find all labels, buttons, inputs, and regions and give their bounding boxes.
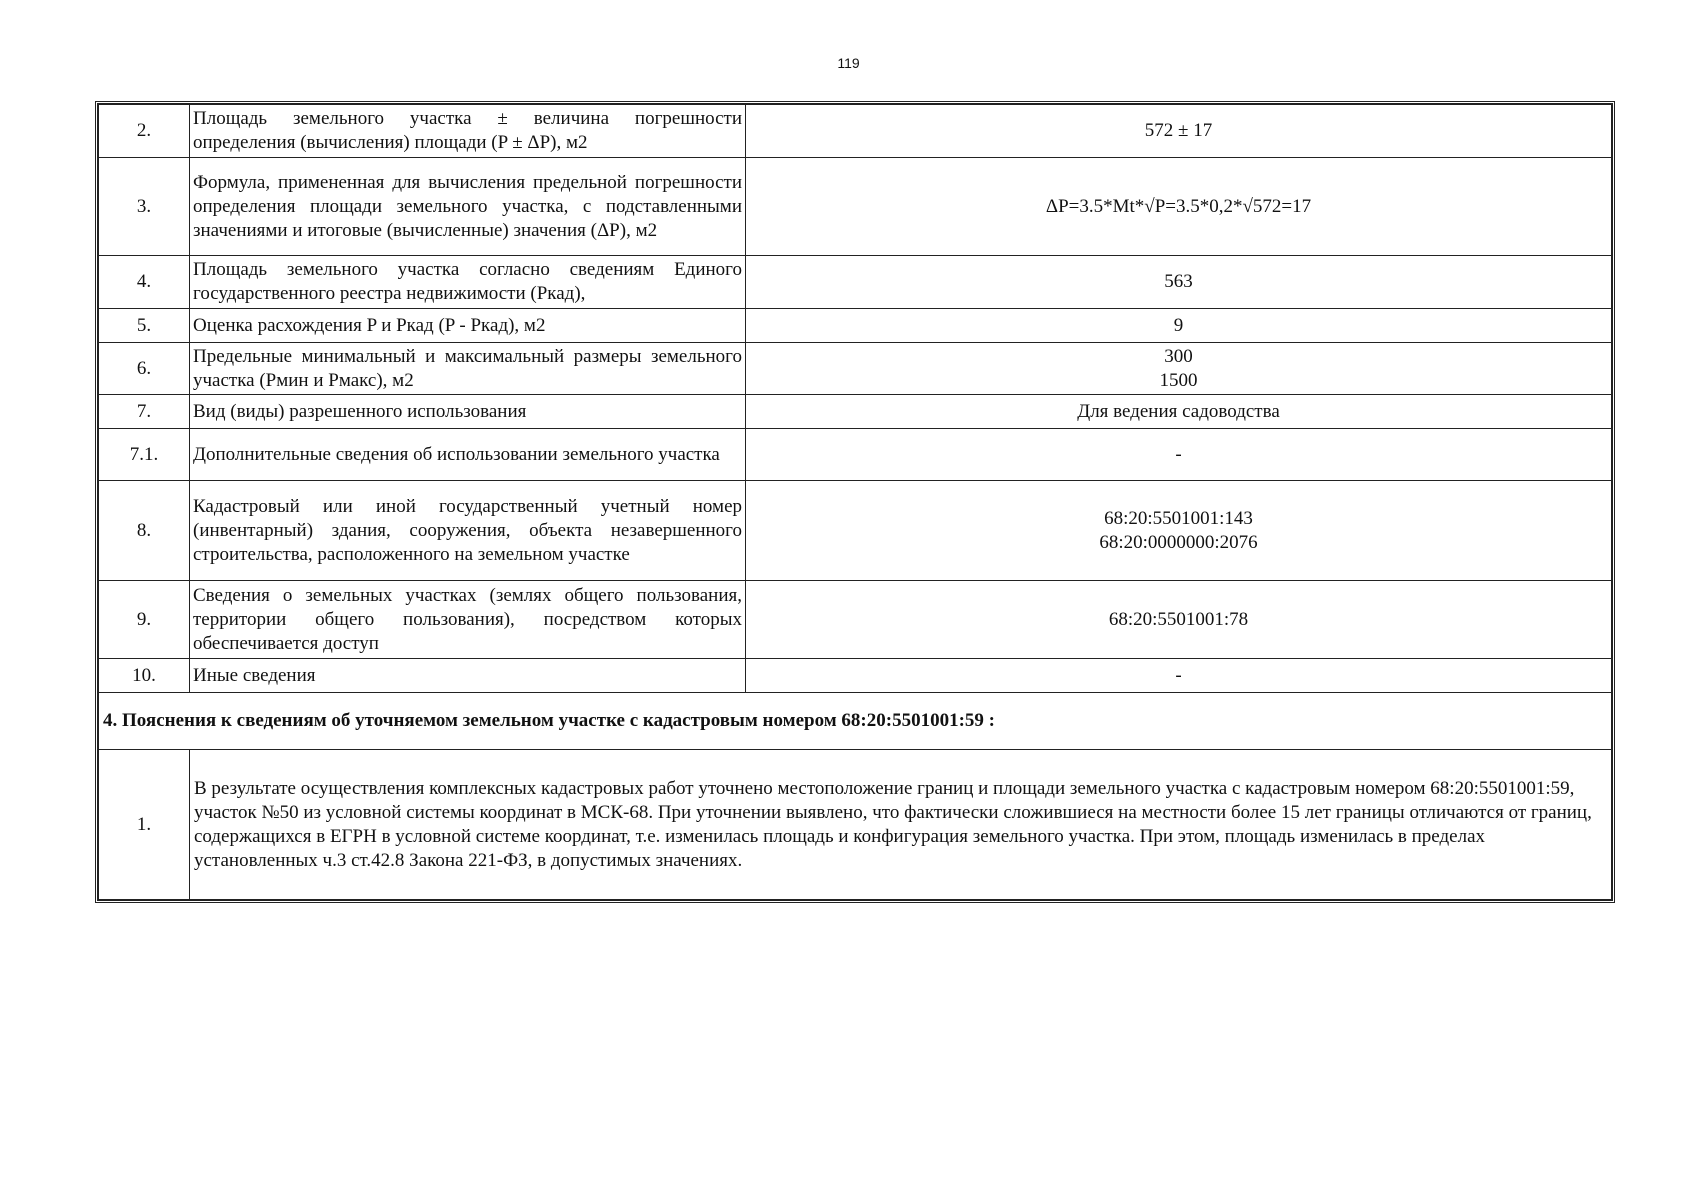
row-number: 1. [99, 750, 190, 900]
table-row [99, 105, 1612, 158]
table-row [99, 581, 1612, 659]
table-row [99, 659, 1612, 693]
value-line: - [1175, 443, 1182, 465]
row-label: Предельные минимальный и максимальный размеры земельного участка (Pмин и Pмакс), м2 [190, 343, 746, 395]
section-header-row [99, 693, 1612, 750]
value-line: 1500 [1159, 369, 1198, 391]
row-number: 4. [99, 256, 190, 309]
row-value [746, 481, 1612, 581]
page-number: 119 [837, 55, 860, 71]
row-number: 2. [99, 105, 190, 158]
value-line: 572 ± 17 [1144, 120, 1213, 141]
table-row [99, 429, 1612, 481]
table-row [99, 256, 1612, 309]
row-label: Сведения о земельных участках (землях общего пользования, территории общего пользования), посредством которых обеспечивается доступ [190, 581, 746, 659]
cadastral-info-table [95, 101, 1615, 903]
row-number: 3. [99, 158, 190, 256]
value-line: 68:20:5501001:143 [1104, 507, 1253, 529]
row-number: 7.1. [99, 429, 190, 481]
row-number: 5. [99, 309, 190, 343]
table-row [99, 309, 1612, 343]
row-label: Площадь земельного участка согласно сведениям Единого государственного реестра недвижимости (Pкад), [190, 256, 746, 309]
row-label: Вид (виды) разрешенного использования [190, 395, 746, 429]
row-value [746, 659, 1612, 693]
row-label: Формула, примененная для вычисления предельной погрешности определения площади земельного участка, с подставленными значениями и итоговые (вычисленные) значения (ΔP), м2 [190, 158, 746, 256]
row-value [746, 309, 1612, 343]
row-number: 8. [99, 481, 190, 581]
row-value [746, 256, 1612, 309]
row-value [746, 158, 1612, 256]
table-row [99, 750, 1612, 900]
value-line: 563 [1164, 271, 1193, 292]
table-row [99, 158, 1612, 256]
section-title: 4. Пояснения к сведениям об уточняемом земельном участке с кадастровым номером 68:20:5501001:59 : [99, 693, 1612, 750]
value-line: 68:20:5501001:78 [1108, 608, 1249, 630]
table-row [99, 481, 1612, 581]
value-line: - [1175, 664, 1182, 686]
row-label: Иные сведения [190, 659, 746, 693]
value-line: 300 [1164, 345, 1193, 367]
value-line: 9 [1173, 314, 1184, 336]
row-label: Оценка расхождения P и Pкад (P - Pкад), м2 [190, 309, 746, 343]
value-line: Для ведения садоводства [1077, 400, 1280, 422]
row-label: Площадь земельного участка ± величина погрешности определения (вычисления) площади (P ± ΔP), м2 [190, 105, 746, 158]
value-line: ΔP=3.5*Mt*√P=3.5*0,2*√572=17 [1045, 195, 1312, 217]
table-row [99, 395, 1612, 429]
row-label: Кадастровый или иной государственный учетный номер (инвентарный) здания, сооружения, объекта незавершенного строительства, расположенного на земельном участке [190, 481, 746, 581]
row-number: 10. [99, 659, 190, 693]
row-number: 7. [99, 395, 190, 429]
row-value [746, 343, 1612, 395]
row-label: Дополнительные сведения об использовании земельного участка [190, 429, 746, 481]
value-line: 68:20:0000000:2076 [1099, 531, 1258, 553]
table-row [99, 343, 1612, 395]
row-number: 9. [99, 581, 190, 659]
explanation-text: В результате осуществления комплексных кадастровых работ уточнено местоположение границ и площади земельного участка с кадастровым номером 68:20:5501001:59, участок №50 из условной системы координат в МСК-68. При уточнении выявлено, что фактически сложившиеся на местности более 15 лет границы отличаются от границ, содержащихся в ЕГРН в условной системе координат, т.е. изменилась площадь и конфигурация земельного участка. При этом, площадь изменилась в пределах установленных ч.3 ст.42.8 Закона 221-ФЗ, в допустимых значениях. [190, 750, 1612, 900]
row-number: 6. [99, 343, 190, 395]
row-value [746, 105, 1612, 158]
row-value [746, 429, 1612, 481]
info-table [98, 104, 1612, 900]
row-value [746, 395, 1612, 429]
row-value [746, 581, 1612, 659]
